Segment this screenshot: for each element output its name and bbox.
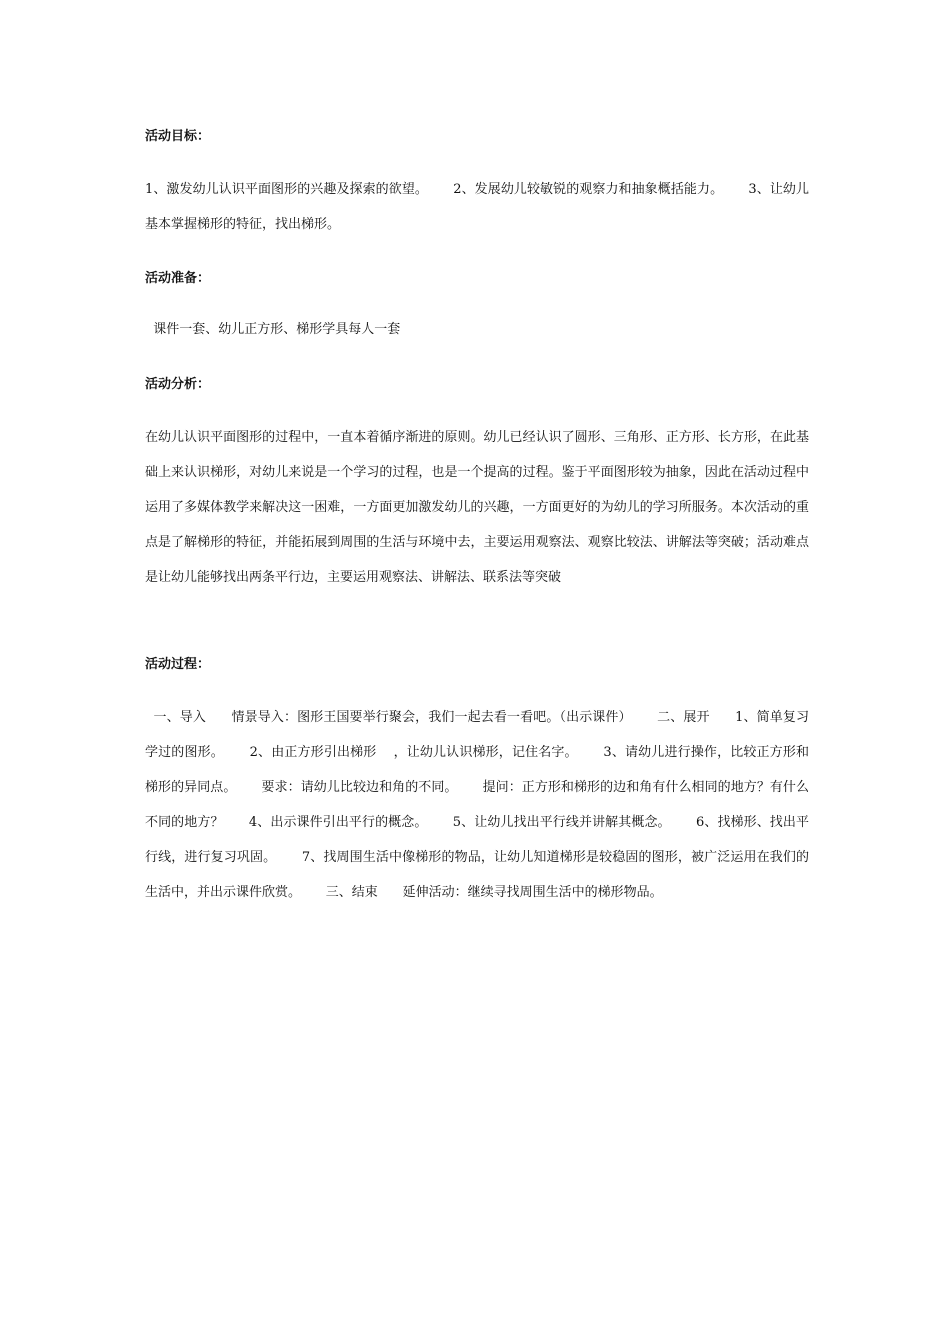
goals-text: 1、激发幼儿认识平面图形的兴趣及探索的欲望。 2、发展幼儿较敏锐的观察力和抽象概括能力。 3、让幼儿基本掌握梯形的特征，找出梯形。 <box>145 182 809 232</box>
preparation-text: 课件一套、幼儿正方形、梯形学具每人一套 <box>145 322 401 337</box>
analysis-text: 在幼儿认识平面图形的过程中，一直本着循序渐进的原则。幼儿已经认识了圆形、三角形、正方形、长方形，在此基础上来认识梯形，对幼儿来说是一个学习的过程，也是一个提高的过程。鉴于平面图形较为抽象，因此在活动过程中运用了多媒体教学来解决这一困难，一方面更加激发幼儿的兴趣，一方面更好的为幼儿的学习所服务。本次活动的重点是了解梯形的特征，并能拓展到周围的生活与环境中去，主要运用观察法、观察比较法、讲解法等突破；活动难点是让幼儿能够找出两条平行边，主要运用观察法、讲解法、联系法等突破 <box>145 430 809 585</box>
preparation-heading: 活动准备： <box>145 271 211 286</box>
process-text: 一、导入 情景导入：图形王国要举行聚会，我们一起去看一看吧。（出示课件） 二、展开 1、简单复习学过的图形。 2、由正方形引出梯形 ，让幼儿认识梯形，记住名字。 3、请幼儿进行操作，比较正方形和梯形的异同点。 要求：请幼儿比较边和角的不同。 提问：正方形和梯形的边和角有什么相同的地方？有什么不同的地方？ 4、出示课件引出平行的概念。 5、让幼儿找出平行线并讲解其概念。 6、找梯形、找出平行线，进行复习巩固。 7、找周围生活中像梯形的物品，让幼儿知道梯形是较稳固的图形，被广泛运用在我们的生活中，并出示课件欣赏。 三、结束 延伸活动：继续寻找周围生活中的梯形物品。 <box>145 710 810 900</box>
analysis-heading: 活动分析： <box>145 377 211 392</box>
process-heading: 活动过程： <box>145 657 211 672</box>
goals-heading: 活动目标： <box>145 129 211 144</box>
